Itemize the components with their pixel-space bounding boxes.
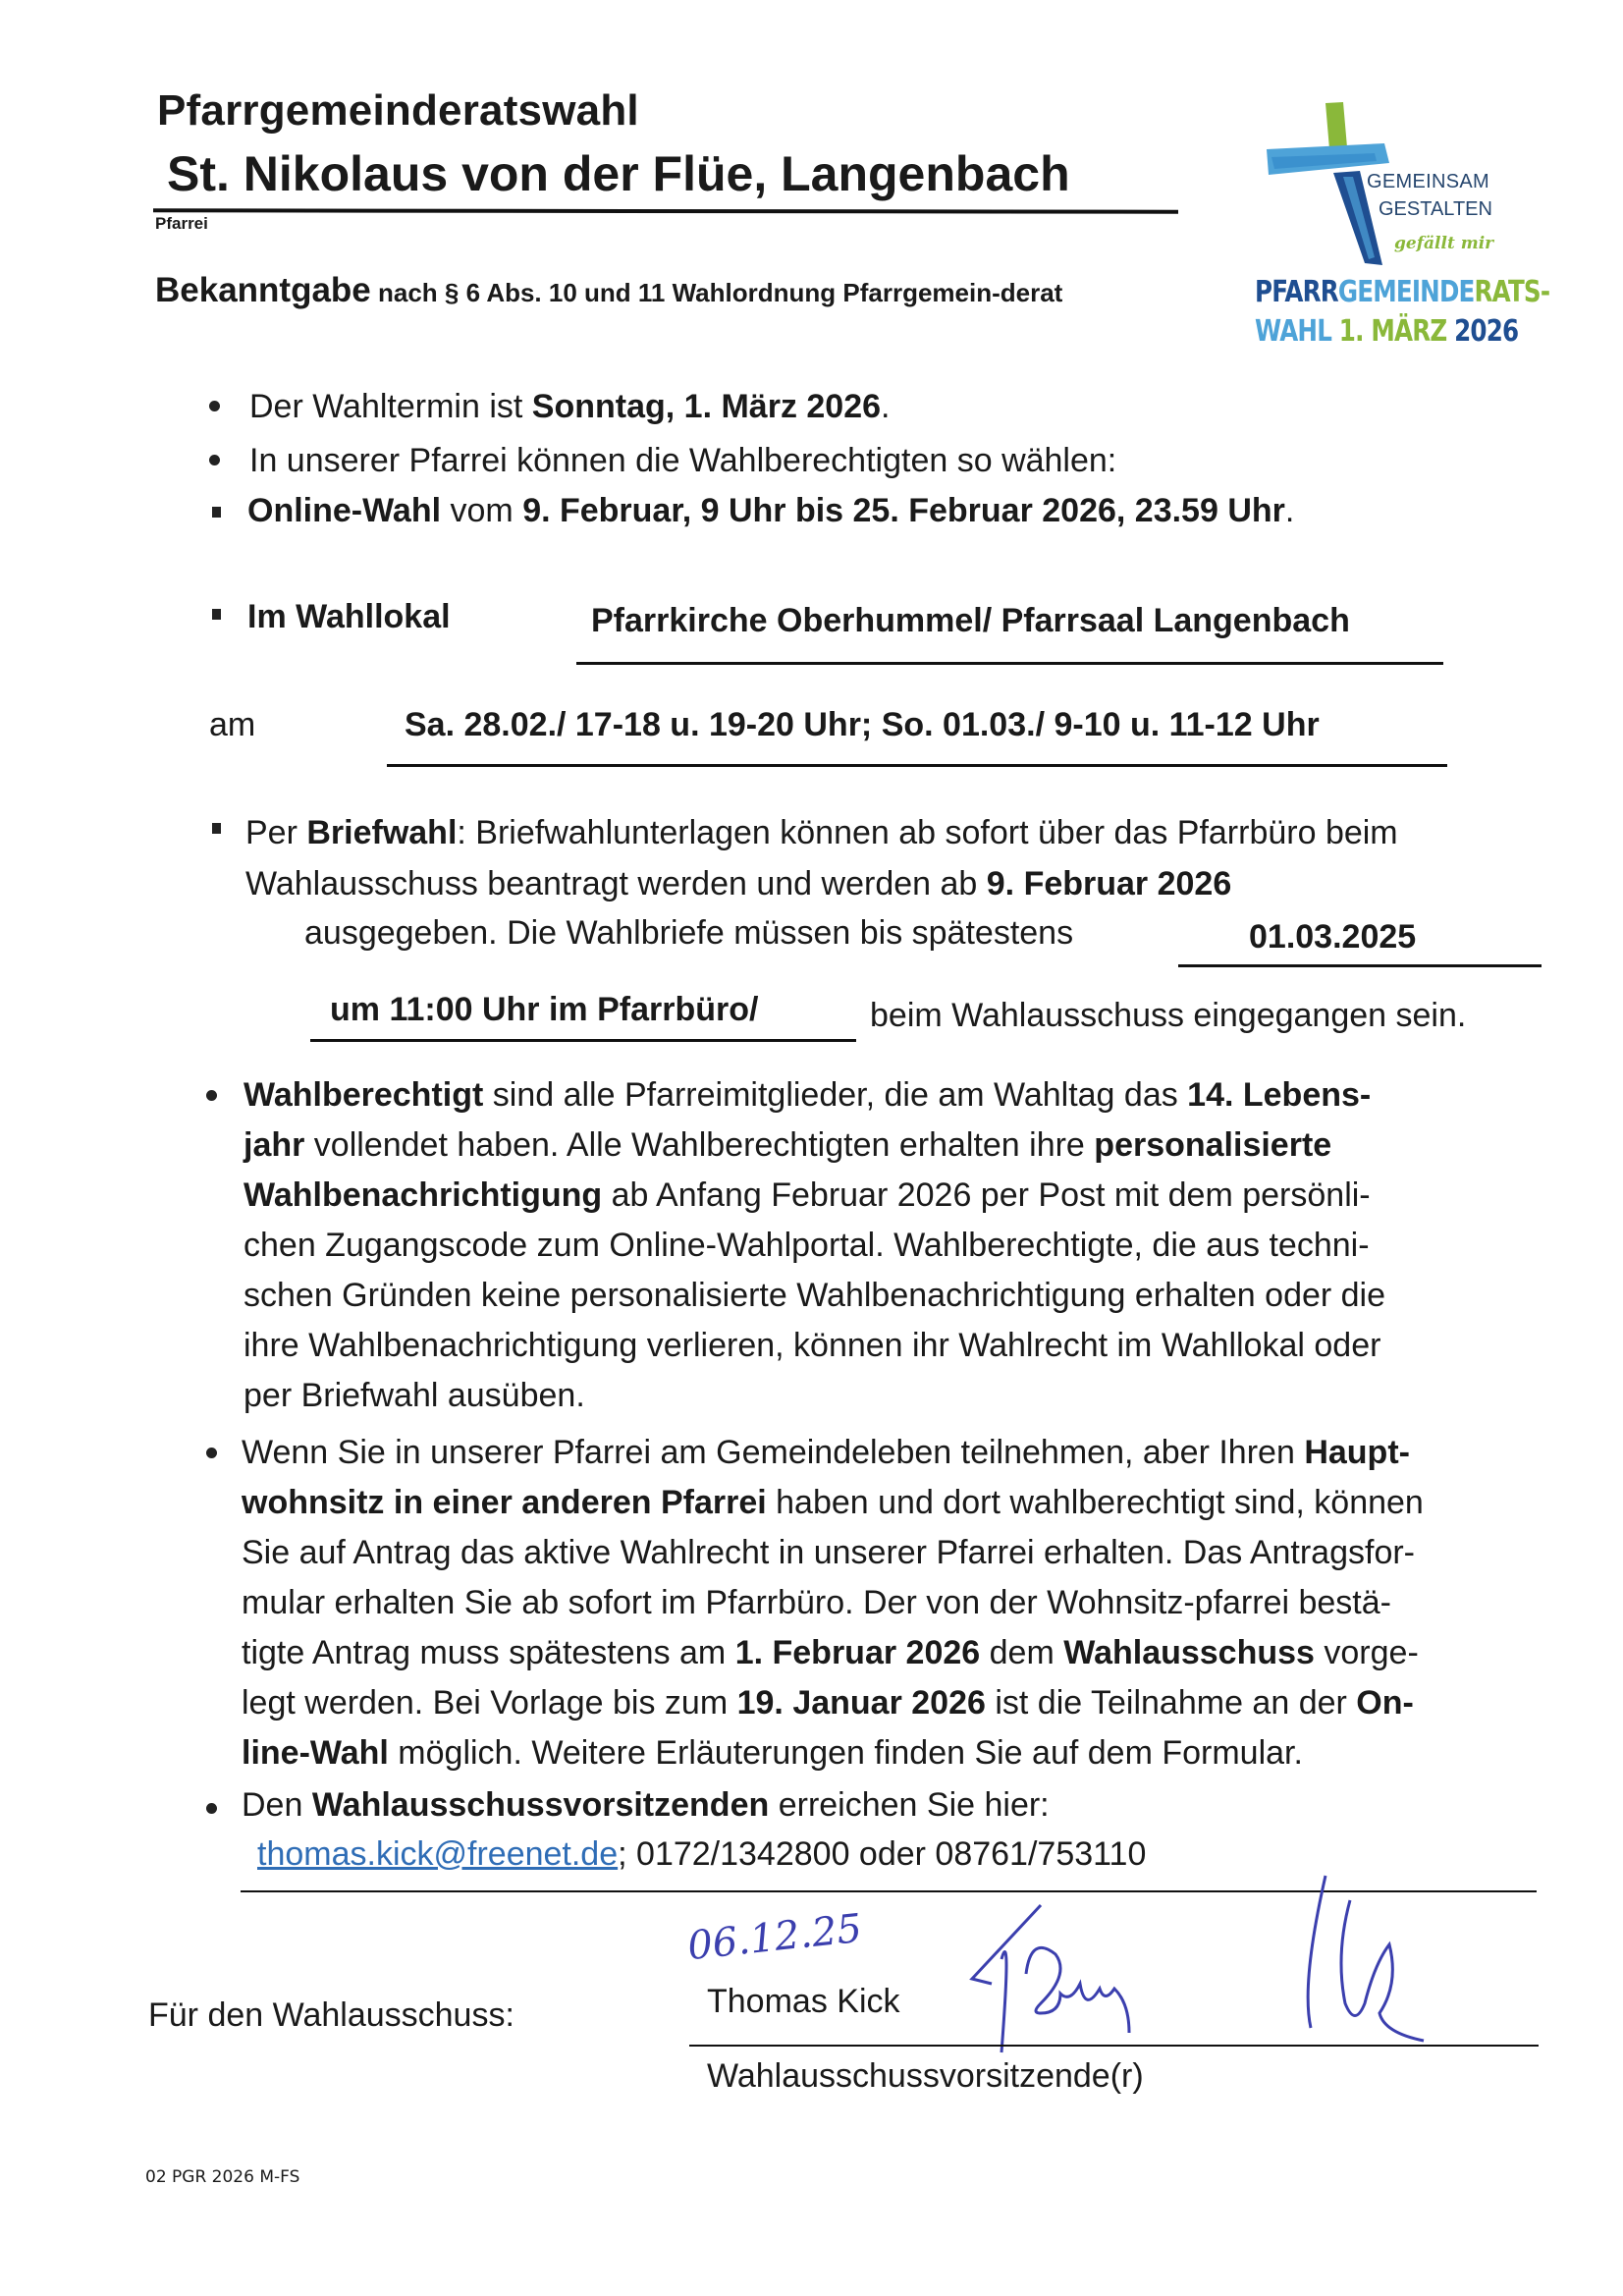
paragraph-line: jahr vollendet haben. Alle Wahlberechtigten erhalten ihre personalisierte [243,1126,1332,1164]
logo-text-gefaellt: gefällt mir [1394,234,1494,253]
other-parish-paragraph [242,1428,1623,1778]
square-bullet-icon [212,823,221,834]
signature-icon [962,1866,1473,2062]
bullet-icon [209,455,220,465]
announcement-rest: nach § 6 Abs. 10 und 11 Wahlordnung Pfarrgemein-derat [370,278,1063,307]
square-bullet-icon [212,609,221,620]
paragraph-line: schen Gründen keine personalisierte Wahlbenachrichtigung erhalten oder die [243,1277,1386,1314]
polling-station-location: Pfarrkirche Oberhummel/ Pfarrsaal Langenbach [591,602,1350,639]
logo-banner-line1: PFARRGEMEINDERATS- [1255,275,1550,309]
announcement-heading [155,271,1206,312]
contact-line: Den Wahlausschussvorsitzenden erreichen Sie hier: [242,1786,1050,1824]
postal-vote-line1: Per Briefwahl: Briefwahlunterlagen können ab sofort über das Pfarrbüro beim [245,814,1398,851]
bullet-icon [206,1803,217,1814]
postal-vote-line4: beim Wahlausschuss eingegangen sein. [870,997,1467,1034]
document-code: 02 PGR 2026 M-FS [145,2167,300,2187]
online-voting-line: Online-Wahl vom 9. Februar, 9 Uhr bis 25. Februar 2026, 23.59 Uhr. [247,492,1295,529]
chair-role: Wahlausschussvorsitzende(r) [707,2057,1144,2095]
paragraph-line: Wenn Sie in unserer Pfarrei am Gemeindeleben teilnehmen, aber Ihren Haupt- [242,1434,1410,1471]
paragraph-line: Wahlberechtigt sind alle Pfarreimitglieder, die am Wahltag das 14. Lebens- [243,1076,1372,1114]
bullet-icon [209,401,220,411]
location-underline [576,662,1443,665]
postal-time-place: um 11:00 Uhr im Pfarrbüro/ [330,991,759,1028]
paragraph-line: legt werden. Bei Vorlage bis zum 19. Januar 2026 ist die Teilnahme an der On- [242,1684,1414,1722]
signature-line [689,2045,1539,2047]
logo-text-gestalten: GESTALTEN [1379,198,1492,220]
postal-vote-line3: ausgegeben. Die Wahlbriefe müssen bis spätestens [304,914,1074,952]
polling-am-label: am [209,706,256,743]
paragraph-line: mular erhalten Sie ab sofort im Pfarrbüro. Der von der Wohnsitz-pfarrei bestä- [242,1584,1391,1621]
page-title: Pfarrgemeinderatswahl [157,86,639,135]
title-underline [153,208,1178,213]
paragraph-line: ihre Wahlbenachrichtigung verlieren, können ihr Wahlrecht im Wahllokal oder [243,1327,1381,1364]
time-place-underline [310,1039,856,1042]
logo-banner-line2: WAHL 1. MÄRZ 2026 [1255,314,1519,349]
paragraph-line: line-Wahl möglich. Weitere Erläuterungen finden Sie auf dem Formular. [242,1734,1303,1772]
bullet-icon [206,1090,217,1101]
postal-vote-line2: Wahlausschuss beantragt werden und werden ab 9. Februar 2026 [245,865,1232,902]
paragraph-line: Wahlbenachrichtigung ab Anfang Februar 2026 per Post mit dem persönli- [243,1176,1371,1214]
bullet-icon [206,1448,217,1458]
announcement-bold: Bekanntgabe [155,271,371,309]
email-link[interactable]: thomas.kick@freenet.de [257,1835,619,1873]
phone-numbers: ; 0172/1342800 oder 08761/753110 [618,1835,1147,1873]
election-date-line: Der Wahltermin ist Sonntag, 1. März 2026. [249,388,891,425]
postal-deadline: 01.03.2025 [1249,918,1417,956]
paragraph-line: wohnsitz in einer anderen Pfarrei haben und dort wahlberechtigt sind, können [242,1484,1424,1521]
paragraph-line: Sie auf Antrag das aktive Wahlrecht in unserer Pfarrei erhalten. Das Antragsfor- [242,1534,1415,1571]
polling-station-label: Im Wahllokal [247,598,451,635]
election-logo [1227,88,1550,383]
times-underline [387,764,1447,767]
committee-label: Für den Wahlausschuss: [148,1996,514,2034]
eligibility-paragraph [243,1070,1623,1421]
paragraph-line: tigte Antrag muss spätestens am 1. Februar 2026 dem Wahlausschuss vorge- [242,1634,1419,1671]
polling-times: Sa. 28.02./ 17-18 u. 19-20 Uhr; So. 01.03./ 9-10 u. 11-12 Uhr [405,706,1320,743]
deadline-underline [1178,964,1542,967]
paragraph-line: per Briefwahl ausüben. [243,1377,585,1414]
handwritten-date: 06.12.25 [685,1905,865,1970]
parish-label: Pfarrei [155,214,208,233]
parish-name: St. Nikolaus von der Flüe, Langenbach [167,146,1070,201]
logo-text-gemeinsam: GEMEINSAM [1367,171,1489,192]
voting-methods-intro: In unserer Pfarrei können die Wahlberechtigten so wählen: [249,442,1117,479]
square-bullet-icon [212,507,221,518]
chair-name: Thomas Kick [707,1983,900,2020]
paragraph-line: chen Zugangscode zum Online-Wahlportal. Wahlberechtigte, die aus techni- [243,1227,1370,1264]
